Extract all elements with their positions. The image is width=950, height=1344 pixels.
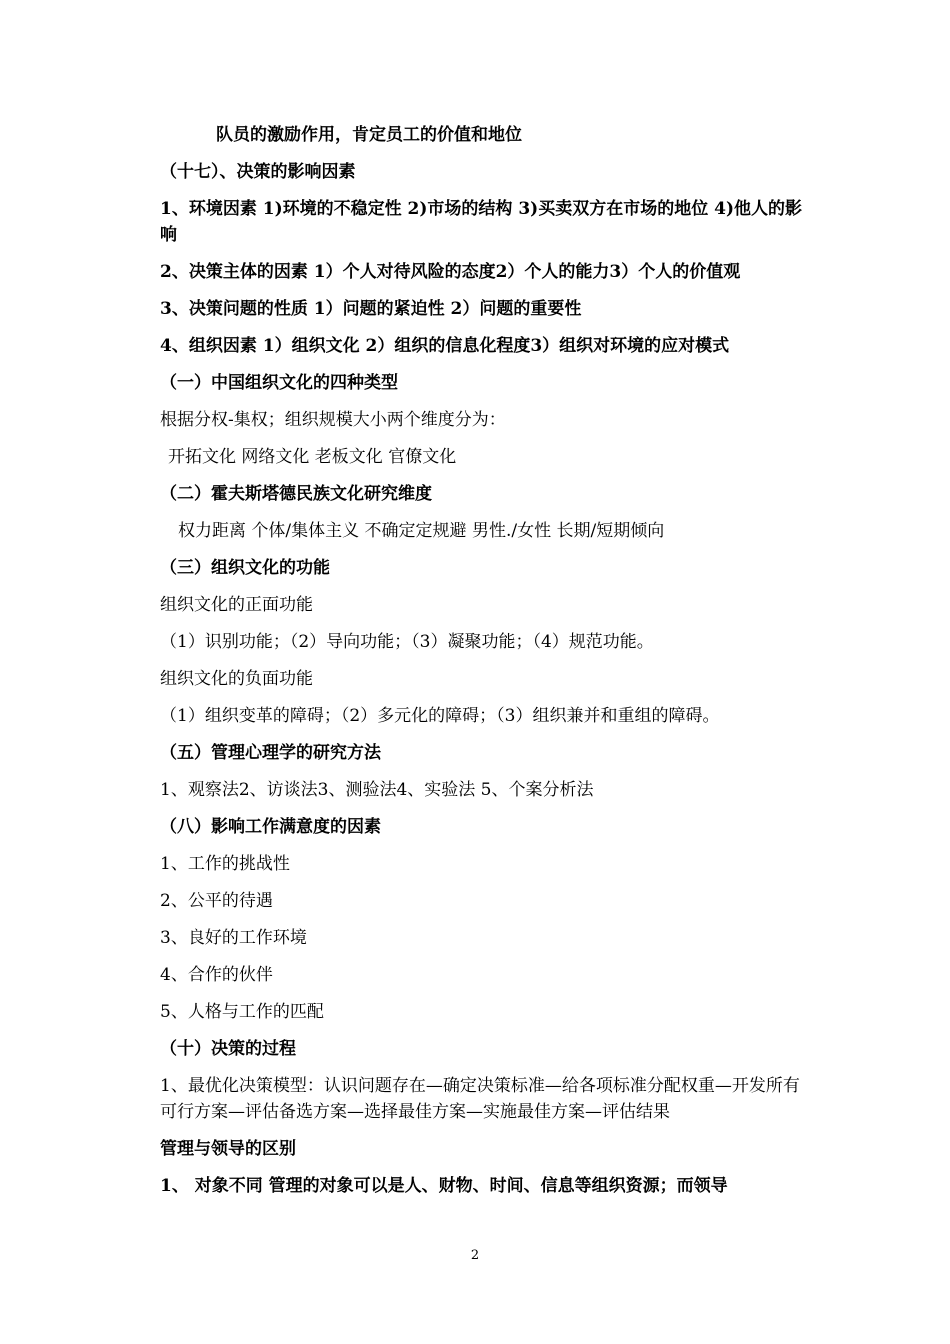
text-line-decision-subject: 2、决策主体的因素 1）个人对待风险的态度2）个人的能力3）个人的价值观: [160, 262, 741, 282]
text-line-different-objects: 1、 对象不同 管理的对象可以是人、财物、时间、信息等组织资源；而领导: [160, 1176, 728, 1196]
text-line-negative-functions-title: 组织文化的负面功能: [160, 669, 313, 689]
text-line-positive-functions: （1）识别功能；（2）导向功能；（3）凝聚功能；（4）规范功能。: [160, 632, 654, 652]
heading-research-methods: （五）管理心理学的研究方法: [160, 743, 381, 763]
text-line-optimal-decision-model: 1、最优化决策模型：认识问题存在—确定决策标准—给各项标准分配权重—开发所有可行方案—评估备选方案—选择最佳方案—实施最佳方案—评估结果: [160, 1076, 800, 1122]
page-content: [160, 122, 812, 1199]
text-line-motivation: 队员的激励作用，肯定员工的价值和地位: [216, 125, 522, 145]
heading-decision-process: （十）决策的过程: [160, 1039, 296, 1059]
text-line-decision-problem: 3、决策问题的性质 1）问题的紧迫性 2）问题的重要性: [160, 299, 582, 319]
text-line-negative-functions: （1）组织变革的障碍；（2）多元化的障碍；（3）组织兼并和重组的障碍。: [160, 706, 720, 726]
heading-management-vs-leadership: 管理与领导的区别: [160, 1139, 296, 1159]
text-line-organization-factors: 4、组织因素 1）组织文化 2）组织的信息化程度3）组织对环境的应对模式: [160, 336, 730, 356]
list-item-partners: 4、合作的伙伴: [160, 965, 273, 985]
heading-decision-factors: （十七）、决策的影响因素: [160, 162, 356, 182]
heading-culture-functions: （三）组织文化的功能: [160, 558, 330, 578]
list-item-challenge: 1、工作的挑战性: [160, 854, 290, 874]
text-line-positive-functions-title: 组织文化的正面功能: [160, 595, 313, 615]
heading-hofstede-dimensions: （二）霍夫斯塔德民族文化研究维度: [160, 484, 432, 504]
page-number: 2: [470, 1248, 480, 1263]
list-item-personality-match: 5、人格与工作的匹配: [160, 1002, 324, 1022]
list-item-fair-treatment: 2、公平的待遇: [160, 891, 273, 911]
text-line-environment-factors: 1、环境因素 1)环境的不稳定性 2)市场的结构 3)买卖双方在市场的地位 4)他人的影响: [160, 199, 802, 245]
text-line-dimensions: 根据分权-集权；组织规模大小两个维度分为：: [160, 410, 506, 430]
heading-chinese-org-culture: （一）中国组织文化的四种类型: [160, 373, 398, 393]
heading-job-satisfaction: （八）影响工作满意度的因素: [160, 817, 381, 837]
text-line-hofstede-list: 权力距离 个体/集体主义 不确定定规避 男性./女性 长期/短期倾向: [178, 521, 665, 541]
text-line-culture-types: 开拓文化 网络文化 老板文化 官僚文化: [168, 447, 457, 467]
list-item-work-environment: 3、良好的工作环境: [160, 928, 307, 948]
text-line-research-methods: 1、观察法2、访谈法3、测验法4、实验法 5、个案分析法: [160, 780, 594, 800]
